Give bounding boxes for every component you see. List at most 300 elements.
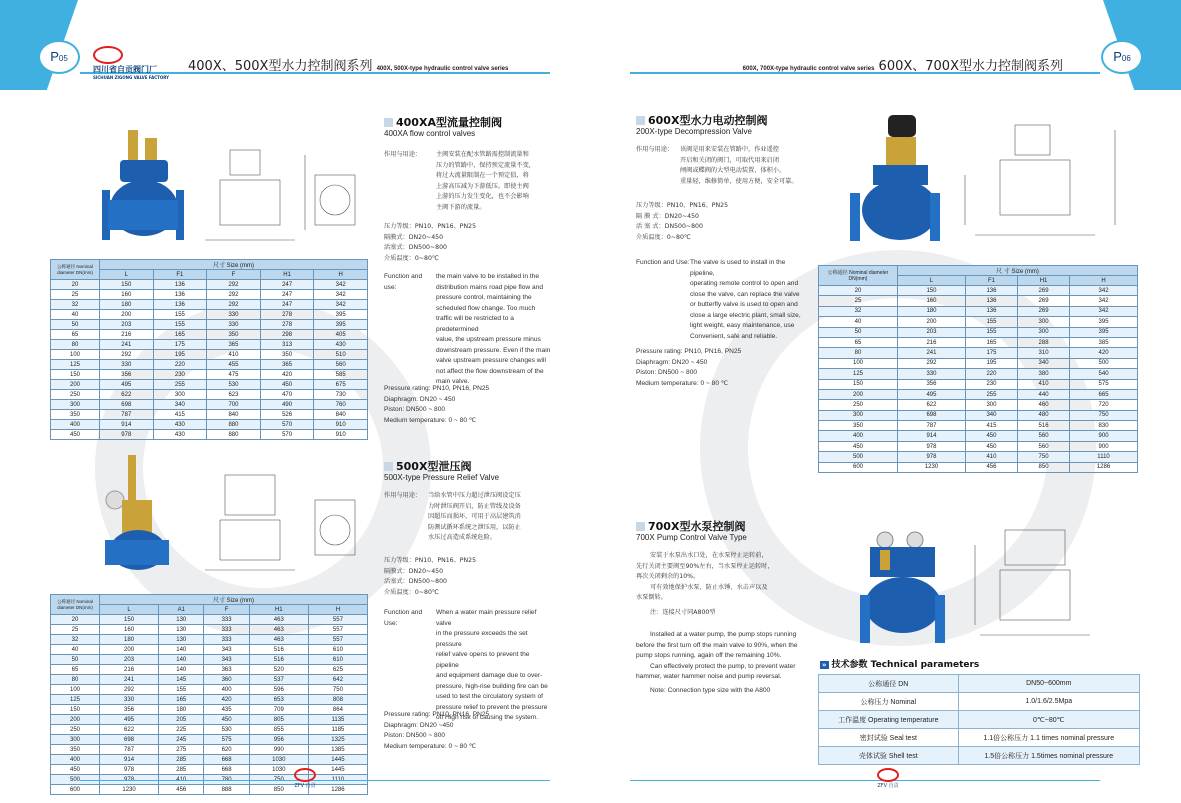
table-cell: 585 [314,370,368,380]
table-cell: 642 [308,675,367,685]
table-cell: 136 [965,286,1017,296]
table-cell: 220 [153,360,207,370]
drawing-700x [965,525,1125,645]
table-cell: 1230 [898,462,966,472]
table-cell: 360 [204,675,249,685]
table-cell: 540 [1070,369,1138,379]
table-row [51,755,368,765]
table-cell: 250 [819,400,898,410]
table-cell: 1286 [308,785,367,795]
table-cell: 125 [51,695,100,705]
table-cell: 40 [51,310,100,320]
table-cell: 990 [249,745,308,755]
table-cell: 278 [260,310,314,320]
table-cell: 350 [51,745,100,755]
table-cell: 760 [314,400,368,410]
col-dn: 公称通径 Nominal diameter DN(mm) [51,595,100,615]
table-cell: 343 [204,645,249,655]
table-cell: 750 [1017,452,1069,462]
table-cell: DN50~600mm [958,675,1139,693]
table-cell: 596 [249,685,308,695]
table-cell: 269 [1017,286,1069,296]
function-600x-en: Function and Use: The valve is used to install in the pipeline, operating remote control to open and close the valve, can replace the valve or butterfly valve is used to open and close a large electric plant, small size, light weight, easy maintenance, use Convenient, safe and reliable. [636,259,801,340]
table-cell: 330 [207,320,261,330]
table-cell: 720 [1070,400,1138,410]
valve-photo-700x [855,525,950,645]
table-cell: 787 [100,410,154,420]
table-cell: 292 [100,350,154,360]
table-cell: 40 [819,317,898,327]
table-row [819,441,1138,451]
spec-400x-en: Pressure rating: PN10, PN16, PN25 Diaphragm: DN20 ~ 450 Piston: DN500 ~ 800 Medium temperature: 0 ~ 80 ℃ [384,385,490,424]
table-row [819,369,1138,379]
table-cell: 880 [207,430,261,440]
table-cell: 80 [51,675,100,685]
table-cell: 100 [819,358,898,368]
table-cell: 340 [1017,358,1069,368]
table-cell: 500 [1070,358,1138,368]
table-cell: 855 [249,725,308,735]
table-cell: 100 [51,350,100,360]
table-cell: 365 [207,340,261,350]
table-cell: 625 [308,665,367,675]
table-cell: 342 [1070,286,1138,296]
table-cell: 450 [260,380,314,390]
table-cell: 300 [819,410,898,420]
table-cell: 623 [207,390,261,400]
table-cell: 526 [260,410,314,420]
table-cell: 136 [153,290,207,300]
table-cell: 80 [51,340,100,350]
brand [93,46,169,80]
table-cell: 333 [204,625,249,635]
table-cell: 400 [204,685,249,695]
table-cell: 140 [159,665,204,675]
table-cell: 698 [100,400,154,410]
table-cell: 385 [1070,337,1138,347]
table-cell: 350 [819,421,898,431]
table-cell: 500 [819,452,898,462]
table-cell: 155 [159,685,204,695]
table-cell: 130 [159,635,204,645]
table-cell: 333 [204,635,249,645]
title-left: 400X、500X型水力控制阀系列 400X, 500X-type hydraulic control valve series [188,59,509,74]
table-cell: 450 [819,441,898,451]
table-cell: 914 [100,755,159,765]
desc-700x-cn: 安装于水泵出水口处，在水泵停止运转前， 先行关闭主要阀至90%左右，当水泵停止运转时， 再次关闭剩余的10%。 可有效地保护水泵，防止水锤、水击声以及 水泵倒转。 注：连接尺寸同A800型 [636,552,774,616]
table-cell: 225 [159,725,204,735]
table-cell: 395 [1070,317,1138,327]
table-cell: 241 [898,348,966,358]
table-cell: 575 [1070,379,1138,389]
table-cell: 342 [1070,306,1138,316]
table-cell: 560 [1017,431,1069,441]
table-cell: 620 [204,745,249,755]
table-cell: 200 [898,317,966,327]
table-cell: 65 [819,337,898,347]
table-cell: 510 [314,350,368,360]
table-cell: 978 [100,765,159,775]
title-400x-en: 400XA flow control valves [384,129,476,138]
table-cell: 180 [159,705,204,715]
table-cell: 888 [204,785,249,795]
table-cell: 310 [1017,348,1069,358]
table-row [51,725,368,735]
table-cell: 25 [819,296,898,306]
table-cell: 342 [314,280,368,290]
table-cell: 1030 [249,765,308,775]
spec-400x-cn: 压力等级：PN10、PN16、PN25 隔膜式：DN20~450 活塞式：DN500~800 介质温度：0~80℃ [384,223,477,262]
table-cell: 430 [153,420,207,430]
brand-logo-icon [93,46,123,64]
table-cell: 175 [153,340,207,350]
table-cell: 1445 [308,755,367,765]
table-row [51,430,368,440]
drawing-600x [955,115,1130,245]
table-cell: 978 [898,441,966,451]
table-row [819,348,1138,358]
table-cell: 155 [965,317,1017,327]
table-cell: 840 [207,410,261,420]
table-cell: 557 [308,625,367,635]
table-row [51,635,368,645]
table-cell: 20 [51,280,100,290]
table-cell: 165 [965,337,1017,347]
table-cell: 300 [965,400,1017,410]
table-cell: 216 [100,665,159,675]
table-row [819,410,1138,420]
table-row [51,320,368,330]
table-cell: 275 [159,745,204,755]
table-cell: 145 [159,675,204,685]
table-cell: 450 [51,430,100,440]
title-600x-en: 200X-type Decompression Valve [636,127,752,136]
table-row [819,379,1138,389]
table-cell: 247 [260,290,314,300]
table-cell: 365 [260,360,314,370]
table-cell: 200 [51,715,100,725]
table-cell: 230 [153,370,207,380]
table-row [819,337,1138,347]
table-cell: 910 [314,420,368,430]
table-cell: 160 [898,296,966,306]
table-cell: 200 [100,645,159,655]
table-cell: 900 [1070,431,1138,441]
table-cell: 750 [1070,410,1138,420]
col-dn: 公称通径 Nominal diameter DN(mm) [51,260,100,280]
table-row [51,675,368,685]
table-cell: 165 [153,330,207,340]
table-cell: 914 [898,431,966,441]
table-row [819,431,1138,441]
table-cell: 230 [965,379,1017,389]
table-row [51,330,368,340]
valve-photo-400x [100,130,185,250]
title-500x-en: 500X-type Pressure Relief Valve [384,473,500,482]
table-row [51,665,368,675]
table-cell: 700 [207,400,261,410]
footer-logo-icon [294,768,316,782]
table-cell: 269 [1017,296,1069,306]
table-cell: 460 [1017,400,1069,410]
table-cell: 200 [51,380,100,390]
table-cell: 65 [51,330,100,340]
footer-rule-right [630,780,1100,781]
table-cell: 668 [204,765,249,775]
table-cell: 450 [965,431,1017,441]
table-cell: 805 [249,715,308,725]
table-cell: 698 [100,735,159,745]
table-row [819,400,1138,410]
function-500x-en: Function and Use: When a water main pressure relief valve in the pressure exceeds the set pressure relief valve opens to prevent the pipeline and equipment damage due to over- pressure, high-rise building fire can be used to test the circulatory system of pressure relief to prevent the pressure off High risk of causing the system. [384,609,548,721]
table-cell: 557 [308,615,367,625]
table-cell: 255 [965,389,1017,399]
use-400x-cn: 作用与用途： 主阀安装在配水管路需控制流量和 压力的管路中，保持预定流量不变， 将过大流量限制在一个预定值，将 上游高压减为下游低压。即使主阀 上游的压力发生变化，也不会影响 主阀下游的流量。 [384,151,535,211]
table-cell: 241 [100,675,159,685]
table-row [51,695,368,705]
table-cell: 463 [249,625,308,635]
table-cell: 130 [159,615,204,625]
table-cell: 450 [204,715,249,725]
table-cell: 330 [898,369,966,379]
table-cell: 340 [153,400,207,410]
table-cell: 200 [100,310,154,320]
table-cell: 575 [204,735,249,745]
table-cell: 850 [249,785,308,795]
table-cell: 195 [965,358,1017,368]
table-cell: 125 [51,360,100,370]
table-cell: 830 [1070,421,1138,431]
table-cell: 808 [308,695,367,705]
table-cell: 495 [100,715,159,725]
table-cell: 750 [308,685,367,695]
table-cell: 80 [819,348,898,358]
table-cell: 285 [159,755,204,765]
table-cell: 1.0/1.6/2.5Mpa [958,693,1139,711]
table-cell: 330 [100,695,159,705]
table-cell: 1445 [308,765,367,775]
drawing-500x [200,470,365,580]
table-cell: 363 [204,665,249,675]
table-cell: 653 [249,695,308,705]
table-cell: 570 [260,420,314,430]
table-cell: 495 [898,389,966,399]
table-cell: 278 [260,320,314,330]
footer-logo-icon [877,768,899,782]
table-cell: 395 [1070,327,1138,337]
table-cell: 864 [308,705,367,715]
valve-photo-500x [100,455,170,580]
table-cell: 1110 [1070,452,1138,462]
table-cell: 622 [100,390,154,400]
table-cell: 356 [100,370,154,380]
table-cell: 675 [314,380,368,390]
table-cell: 1230 [100,785,159,795]
table-cell: 220 [965,369,1017,379]
table-cell: 300 [1017,317,1069,327]
table-row [51,390,368,400]
table-cell: 787 [100,745,159,755]
table-cell: 285 [159,765,204,775]
table-cell: 330 [100,360,154,370]
table-cell: 537 [249,675,308,685]
table-row [819,675,1140,693]
table-row [51,380,368,390]
table-cell: 340 [965,410,1017,420]
table-cell: 570 [260,430,314,440]
table-cell: 250 [51,725,100,735]
table-tech-params [818,674,1140,765]
title-right: 600X, 700X-type hydraulic control valve series 600X、700X型水力控制阀系列 [742,59,1063,74]
table-cell: 560 [1017,441,1069,451]
table-cell: 32 [51,635,100,645]
table-cell: 333 [204,615,249,625]
table-500x: 公称通径 Nominal diameter DN(mm) 尺寸 Size (mm) L A1 F H1 H 20 150 130 333 463 557 25 160 130 333 463 557 32 180 130 333 463 557 40 200 140 343 516 610 50 203 140 343 516 610 65 216 140 363 520 625 80 241 145 360 537 642 100 292 155 400 596 750 125 330 165 420 653 808 150 356 180 435 709 864 200 495 205 450 805 1135 250 622 225 530 855 1185 300 698 245 575 956 1325 350 787 275 620 990 1385 400 914 285 668 1030 1445 450 978 285 668 1030 1445 500 600 1230 456 888 850 1286 [50,594,368,795]
table-row [51,370,368,380]
table-cell: 203 [100,320,154,330]
table-row [51,410,368,420]
table-cell: 410 [207,350,261,360]
table-row [51,350,368,360]
table-cell: 410 [1017,379,1069,389]
title-700x-cn: 700X型水泵控制阀 [636,518,745,534]
table-cell: 269 [1017,306,1069,316]
table-cell: 450 [51,765,100,775]
table-row [51,615,368,625]
table-cell: 20 [819,286,898,296]
table-cell: 1325 [308,735,367,745]
table-cell: 415 [965,421,1017,431]
table-cell: 709 [249,705,308,715]
table-cell: 600 [51,785,100,795]
table-cell: 32 [51,300,100,310]
table-cell: 241 [100,340,154,350]
table-cell: 255 [153,380,207,390]
footer-logo-left: ZFV 自贡 [285,768,325,789]
table-cell: 668 [204,755,249,765]
table-row [51,625,368,635]
table-cell: 136 [965,306,1017,316]
table-cell: 516 [249,645,308,655]
table-cell: 730 [314,390,368,400]
footer-logo-right: ZFV 自贡 [868,768,908,789]
table-cell: 20 [51,615,100,625]
spec-600x-cn: 压力等级：PN10、PN16、PN25 隔 膜 式：DN20~450 活 塞 式：DN500~800 介质温度：0~80℃ [636,202,729,241]
table-cell: 456 [159,785,204,795]
table-cell: 100 [51,685,100,695]
use-600x-cn: 作用与用途： 该阀是用来安装在管路中，作业遥控 开启和关闭的阀门，可取代用来启闭 闸阀或蝶阀的大型电动装置，体积小， 重量轻，维修简单，使用方便，安全可靠。 [636,146,798,185]
table-cell: 155 [153,310,207,320]
table-cell: 292 [100,685,159,695]
table-cell: 395 [314,310,368,320]
double-chevron-icon: » [822,661,827,669]
table-row [51,705,368,715]
table-row [819,711,1140,729]
title-400x-cn: 400XA型流量控制阀 [384,114,502,130]
table-cell: 400 [51,755,100,765]
table-row [51,400,368,410]
table-cell: 850 [1017,462,1069,472]
table-cell: 25 [51,290,100,300]
table-cell: 250 [51,390,100,400]
table-row [819,306,1138,316]
table-cell: 978 [100,430,154,440]
table-row [819,286,1138,296]
table-cell: 520 [249,665,308,675]
table-cell: 400 [819,431,898,441]
table-cell: 420 [204,695,249,705]
table-cell: 175 [965,348,1017,358]
table-600x-body [819,286,1138,473]
table-cell: 495 [100,380,154,390]
table-cell: 840 [314,410,368,420]
table-cell: 1135 [308,715,367,725]
tech-params-title: » 技术参数 Technical parameters [822,660,980,670]
table-cell: 155 [965,327,1017,337]
table-cell: 516 [249,655,308,665]
table-row [819,729,1140,747]
table-cell: 165 [159,695,204,705]
table-cell: 470 [260,390,314,400]
table-cell: 405 [314,330,368,340]
table-cell: 136 [965,296,1017,306]
table-cell: 1185 [308,725,367,735]
table-row [51,360,368,370]
function-400x-en: Function and use: the main valve to be installed in the distribution mains road pipe flow and pressure control, maintaining the scheduled flow change. Too much traffic will be restricted to a predetermined value, the upstream pressure minus downstream pressure. Even if the main valve upstream pressure changes will not affect the flow downstream of the main valve. [384,273,551,385]
table-cell: 工作温度 Operating temperature [819,711,959,729]
table-cell: 247 [260,300,314,310]
table-cell: 160 [100,290,154,300]
table-cell: 1385 [308,745,367,755]
table-cell: 150 [100,280,154,290]
table-cell: 32 [819,306,898,316]
table-cell: 600 [819,462,898,472]
table-cell: 342 [314,290,368,300]
title-500x-cn: 500X型泄压阀 [384,458,471,474]
table-cell: 300 [51,400,100,410]
table-cell: 440 [1017,389,1069,399]
table-cell: 415 [153,410,207,420]
table-cell: 665 [1070,389,1138,399]
table-cell: 292 [207,290,261,300]
table-cell: 463 [249,615,308,625]
table-cell: 292 [207,280,261,290]
table-row [819,358,1138,368]
table-cell: 530 [207,380,261,390]
desc-700x-en: Installed at a water pump, the pump stops running before the first turn off the main valve to 90%, when the pump stops running, again off the remaining 10%. Can effectively protect the pump, to prevent water hammer, water hammer noise and pump reversal. Note: Connection type size with the A800 [636,631,798,694]
table-cell: 342 [314,300,368,310]
table-cell: 610 [308,645,367,655]
table-cell: 400 [51,420,100,430]
table-cell: 420 [260,370,314,380]
table-row [51,715,368,725]
table-row [819,747,1140,765]
table-cell: 0℃~80℃ [958,711,1139,729]
table-cell: 292 [207,300,261,310]
table-cell: 978 [898,452,966,462]
table-cell: 288 [1017,337,1069,347]
table-cell: 456 [965,462,1017,472]
table-row [51,290,368,300]
title-700x-en: 700X Pump Control Valve Type [636,533,747,542]
table-row [51,280,368,290]
use-500x-cn: 作用与用途： 当给水管中压力超过泄压阀设定压 力时泄压阀开启，防止管线及设备 因超压而损坏，可用于高层建筑消 防测试循环系统之泄压用，以防止 水压过高造成系统危险。 [384,492,521,541]
table-cell: 463 [249,635,308,645]
table-cell: 698 [898,410,966,420]
table-cell: 150 [51,705,100,715]
table-cell: 216 [100,330,154,340]
table-cell: 395 [314,320,368,330]
